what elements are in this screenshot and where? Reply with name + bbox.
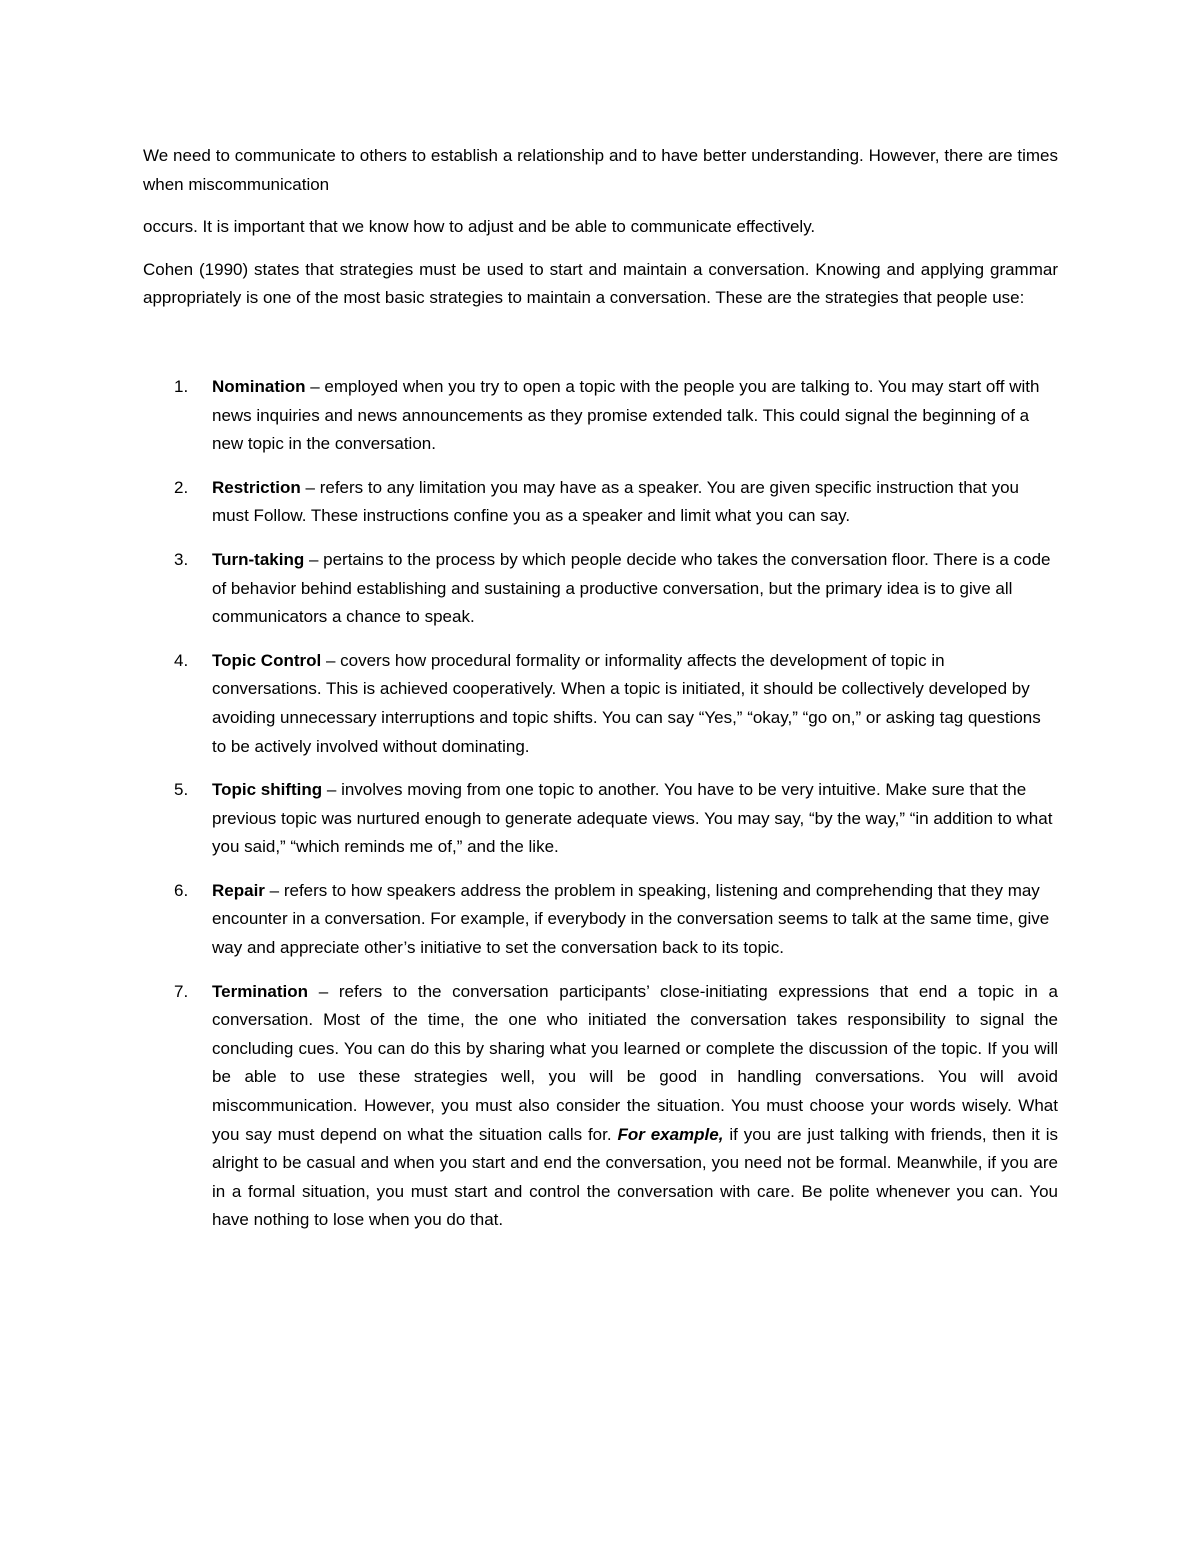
strategy-term: Turn-taking [212,549,305,569]
list-number: 4. [174,650,189,670]
strategy-description: – employed when you try to open a topic with the people you are talking to. You may start off with news inquiries and news announcements as they promise extended talk. This could signal the beginning of a new topic in the conversation. [212,376,1040,454]
strategy-term: Termination [212,981,309,1001]
strategy-term: Topic shifting [212,780,323,800]
document-page [143,142,1058,1250]
list-item [143,978,1058,1235]
strategy-description-continued: if you are just talking with friends, then it is alright to be casual and when you start and end the conversation, you need not be formal. Meanwhile, if you are in a formal situation, you must start and control the conversation with care. Be polite whenever you can. You have nothing to lose when you do that. [212,1124,1058,1230]
strategies-list [143,373,1058,1235]
intro-paragraph-2: occurs. It is important that we know how to adjust and be able to communicate effectively. [143,217,816,237]
strategy-description: – covers how procedural formality or informality affects the development of topic in conversations. This is achieved cooperatively. When a topic is initiated, it should be collectively developed by avoiding unnecessary interruptions and topic shifts. You can say “Yes,” “okay,” “go on,” or asking tag questions to be actively involved without dominating. [212,650,1041,756]
list-number: 5. [174,780,189,800]
list-item [143,647,1058,761]
list-item [143,776,1058,862]
list-item [143,877,1058,963]
list-number: 7. [174,981,189,1001]
list-number: 6. [174,880,189,900]
list-item [143,373,1058,459]
strategy-description: – pertains to the process by which people decide who takes the conversation floor. There is a code of behavior behind establishing and sustaining a productive conversation, but the primary idea is to give all communicators a chance to speak. [212,549,1051,627]
list-number: 3. [174,549,189,569]
strategy-description: – involves moving from one topic to another. You have to be very intuitive. Make sure that the previous topic was nurtured enough to generate adequate views. You may say, “by the way,” “in addition to what you said,” “which reminds me of,” and the like. [212,780,1053,857]
list-number: 1. [174,376,189,396]
strategy-term: Nomination [212,376,306,396]
list-item [143,474,1058,531]
strategy-term: Restriction [212,477,301,497]
strategy-term: Repair [212,880,265,900]
strategy-description: – refers to any limitation you may have as a speaker. You are given specific instruction that you must Follow. These instructions confine you as a speaker and limit what you can say. [212,477,1019,526]
list-item [143,546,1058,632]
strategy-term: Topic Control [212,650,322,670]
emphasis-text: For example, [617,1124,724,1144]
spacer [143,327,1058,373]
intro-paragraph-1: We need to communicate to others to establish a relationship and to have better understanding. However, there are times when miscommunication [143,146,1058,194]
intro-paragraph-3: Cohen (1990) states that strategies must be used to start and maintain a conversation. Knowing and applying grammar appropriately is one of the most basic strategies to maintain a conversation. These are the strategies that people use: [143,259,1058,308]
strategy-description: – refers to how speakers address the problem in speaking, listening and comprehending that they may encounter in a conversation. For example, if everybody in the conversation seems to talk at the same time, give way and appreciate other’s initiative to set the conversation back to its topic. [212,880,1050,958]
list-number: 2. [174,477,189,497]
strategy-description: – refers to the conversation participants’ close-initiating expressions that end a topic in a conversation. Most of the time, the one who initiated the conversation takes responsibility to signal the concluding cues. You can do this by sharing what you learned or complete the discussion of the topic. If you will be able to use these strategies well, you will be good in handling conversations. You will avoid miscommunication. However, you must also consider the situation. You must choose your words wisely. What you say must depend on what the situation calls for. [212,981,1058,1144]
